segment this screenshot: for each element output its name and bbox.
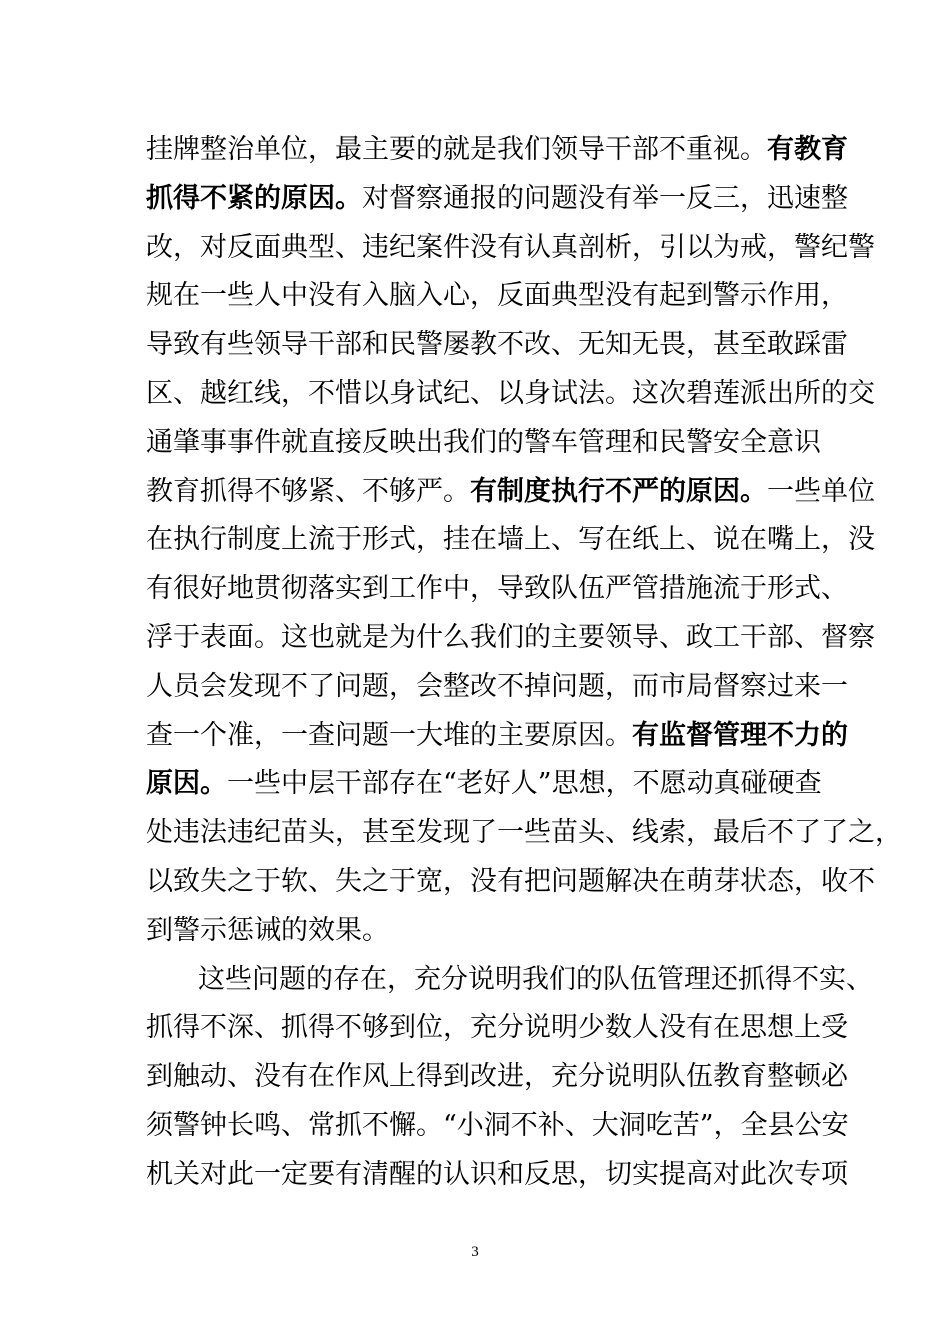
text-line — [146, 614, 875, 662]
text-line — [146, 1151, 848, 1199]
text-line — [146, 321, 848, 369]
text-line — [146, 712, 848, 760]
bold-heading-text: 有监督管理不力的 — [632, 719, 848, 751]
text-run: 到触动、没有在作风上得到改进，充分说明队伍教育整顿必 — [146, 1061, 848, 1093]
text-line — [146, 1102, 849, 1150]
text-run: 规在一些人中没有入脑入心，反面典型没有起到警示作用， — [146, 280, 848, 312]
text-line — [146, 1004, 848, 1052]
text-line — [146, 370, 875, 418]
text-run: 对督察通报的问题没有举一反三，迅速整 — [362, 182, 848, 214]
text-run: 浮于表面。这也就是为什么我们的主要领导、政工干部、督察 — [146, 622, 875, 653]
text-run: 导致有些领导干部和民警屡教不改、无知无畏，甚至敢踩雷 — [146, 329, 848, 361]
text-run: 在执行制度上流于形式，挂在墙上、写在纸上、说在嘴上，没 — [146, 524, 875, 556]
text-run: 教育抓得不够紧、不够严。 — [146, 475, 470, 507]
text-line — [146, 272, 848, 320]
text-line — [146, 419, 821, 467]
text-line — [146, 468, 875, 516]
text-run: 这些问题的存在，充分说明我们的队伍管理还抓得不实、 — [198, 963, 873, 995]
text-line — [146, 760, 822, 808]
text-run: 机关对此一定要有清醒的认识和反思，切实提高对此次专项 — [146, 1158, 848, 1190]
bold-heading-text: 有教育 — [767, 134, 848, 165]
text-line — [146, 809, 902, 857]
text-run: 以致失之于软、失之于宽，没有把问题解决在萌芽状态，收不 — [146, 866, 875, 897]
bold-heading-text: 原因。 — [146, 768, 227, 800]
text-run: 须警钟长鸣、常抓不懈。“小洞不补、大洞吃苦”，全县公安 — [146, 1110, 849, 1141]
text-run: 人员会发现不了问题，会整改不掉问题，而市局督察过来一 — [146, 670, 848, 702]
text-line — [146, 516, 875, 564]
text-run: 抓得不深、抓得不够到位，充分说明少数人没有在思想上受 — [146, 1012, 848, 1044]
bold-heading-text: 有制度执行不严的原因。 — [470, 475, 767, 507]
text-run: 处违法违纪苗头，甚至发现了一些苗头、线索，最后不了了之， — [146, 817, 902, 849]
text-line — [146, 224, 875, 272]
bold-heading-text: 抓得不紧的原因。 — [146, 182, 362, 214]
text-run: 一些单位 — [767, 475, 875, 507]
text-run: 到警示惩诫的效果。 — [146, 914, 389, 946]
text-run: 有很好地贯彻落实到工作中，导致队伍严管措施流于形式、 — [146, 573, 848, 605]
text-line — [146, 858, 875, 906]
page-number: 3 — [471, 1244, 479, 1260]
text-run: 挂牌整治单位，最主要的就是我们领导干部不重视。 — [146, 134, 767, 165]
text-line — [146, 1053, 848, 1101]
text-run: 区、越红线，不惜以身试纪、以身试法。这次碧莲派出所的交 — [146, 378, 875, 409]
text-line — [146, 907, 810, 955]
text-line — [146, 126, 848, 174]
text-line — [198, 956, 873, 1004]
text-line — [146, 565, 848, 613]
text-run: 改，对反面典型、违纪案件没有认真剖析，引以为戒，警纪警 — [146, 231, 875, 263]
text-run: 一些中层干部存在“老好人”思想，不愿动真碰硬查 — [227, 768, 822, 800]
text-line — [146, 175, 848, 223]
text-line — [146, 663, 848, 711]
text-run: 通肇事事件就直接反映出我们的警车管理和民警安全意识 — [146, 426, 821, 458]
text-run: 查一个准，一查问题一大堆的主要原因。 — [146, 719, 632, 751]
